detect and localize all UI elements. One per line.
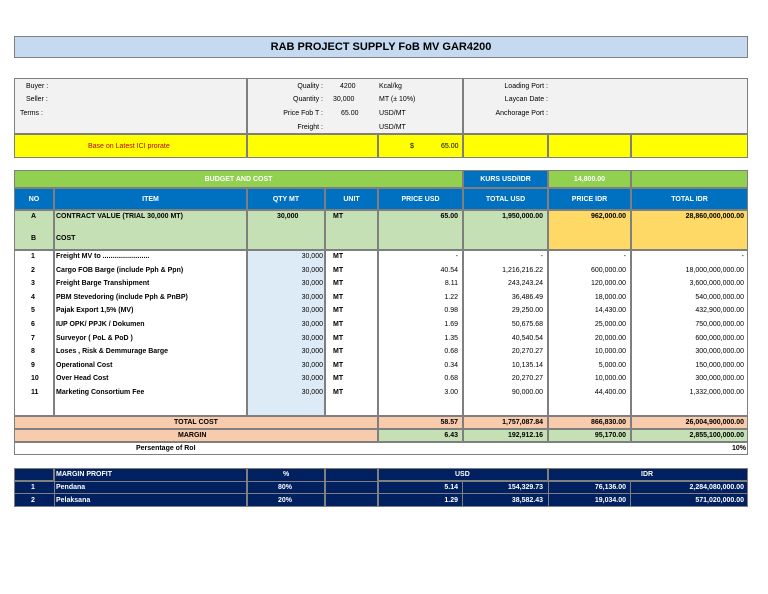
total-cost-price-idr: 866,830.00 bbox=[590, 419, 626, 426]
cost-row-no: 6 bbox=[31, 321, 35, 328]
roi-row bbox=[14, 442, 748, 455]
price-label: Price Fob T : bbox=[283, 110, 323, 117]
cost-row-price-usd: - bbox=[455, 253, 458, 260]
freight-label: Freight : bbox=[297, 124, 323, 131]
profit-row-idr-total: 571,020,000.00 bbox=[695, 497, 744, 504]
profit-row-usd-price: 5.14 bbox=[444, 484, 458, 491]
cost-row-no: 5 bbox=[31, 307, 35, 314]
profit-row-name: Pendana bbox=[56, 484, 86, 491]
kurs-label: KURS USD/IDR bbox=[463, 170, 548, 188]
col-header-price-idr: PRICE IDR bbox=[548, 188, 631, 210]
cost-row-total-usd: 10,135.14 bbox=[511, 362, 543, 369]
total-cost-label: TOTAL COST bbox=[174, 419, 218, 426]
cost-row-price-usd: 0.34 bbox=[444, 362, 458, 369]
cost-row-unit: MT bbox=[333, 348, 344, 355]
cost-row-price-idr: 120,000.00 bbox=[590, 280, 626, 287]
margin-total-usd: 192,912.16 bbox=[507, 432, 543, 439]
profit-col-no bbox=[14, 468, 54, 481]
page-title: RAB PROJECT SUPPLY FoB MV GAR4200 bbox=[14, 36, 748, 58]
margin-price-usd: 6.43 bbox=[444, 432, 458, 439]
cost-row-total-usd: 36,486.49 bbox=[511, 294, 543, 301]
cost-row-total-idr: 1,332,000,000.00 bbox=[689, 389, 744, 396]
col-header-no: NO bbox=[14, 188, 54, 210]
profit-row-usd-total: 38,582.43 bbox=[511, 497, 543, 504]
cost-row-total-usd: 1,216,216.22 bbox=[502, 267, 543, 274]
cost-row-qty: 30,000 bbox=[301, 348, 323, 355]
contract-no: A bbox=[31, 213, 37, 220]
profit-header-label: MARGIN PROFIT bbox=[56, 471, 112, 478]
cost-row-price-idr: 5,000.00 bbox=[598, 362, 626, 369]
cost-row-total-usd: 90,000.00 bbox=[511, 389, 543, 396]
cost-row-price-idr: 10,000.00 bbox=[594, 348, 626, 355]
cost-no: B bbox=[31, 235, 37, 242]
margin-price-idr: 95,170.00 bbox=[594, 432, 626, 439]
cost-row-item: Pajak Export 1,5% (MV) bbox=[56, 307, 134, 314]
cost-row-total-idr: 540,000,000.00 bbox=[695, 294, 744, 301]
cost-row-qty: 30,000 bbox=[301, 307, 323, 314]
total-cost-total-usd: 1,757,087.84 bbox=[502, 419, 543, 426]
cost-row-no: 2 bbox=[31, 267, 35, 274]
cost-row-price-usd: 0.98 bbox=[444, 307, 458, 314]
col-header-total-idr: TOTAL IDR bbox=[631, 188, 748, 210]
profit-row-pct: 80% bbox=[278, 484, 293, 491]
cost-row-total-usd: 40,540.54 bbox=[511, 335, 543, 342]
cost-row-price-usd: 0.68 bbox=[444, 375, 458, 382]
budget-header: BUDGET AND COST bbox=[14, 170, 463, 188]
cost-row-item: Loses , Risk & Demmurage Barge bbox=[56, 348, 169, 355]
freight-unit: USD/MT bbox=[379, 124, 406, 131]
cost-row-total-idr: 3,600,000,000.00 bbox=[689, 280, 744, 287]
cost-row-total-idr: 750,000,000.00 bbox=[695, 321, 744, 328]
profit-row-no: 2 bbox=[31, 497, 35, 504]
cost-row-total-idr: 300,000,000.00 bbox=[695, 375, 744, 382]
cost-row-total-usd: 50,675.68 bbox=[511, 321, 543, 328]
profit-row-no: 1 bbox=[31, 484, 35, 491]
cost-row-price-usd: 0.68 bbox=[444, 348, 458, 355]
cost-row-unit: MT bbox=[333, 335, 344, 342]
contract-total-usd: 1,950,000.00 bbox=[502, 213, 543, 220]
profit-row-name: Pelaksana bbox=[56, 497, 91, 504]
contract-unit: MT bbox=[333, 213, 344, 220]
roi-value: 10% bbox=[731, 445, 746, 452]
profit-row-usd-price: 1.29 bbox=[444, 497, 458, 504]
cost-row-no: 11 bbox=[31, 389, 39, 396]
cost-row-no: 10 bbox=[31, 375, 39, 382]
cost-row-price-idr: 600,000.00 bbox=[590, 267, 626, 274]
profit-header-pct: % bbox=[283, 471, 290, 478]
ici-currency: $ bbox=[410, 143, 414, 150]
contract-price-usd: 65.00 bbox=[440, 213, 458, 220]
col-header-price-usd: PRICE USD bbox=[378, 188, 463, 210]
cost-row-total-usd: 243,243.24 bbox=[507, 280, 543, 287]
cost-row-qty: 30,000 bbox=[301, 362, 323, 369]
cost-row-unit: MT bbox=[333, 321, 344, 328]
anchorage-label: Anchorage Port : bbox=[495, 110, 548, 117]
cost-row-item: Freight MV to ........................ bbox=[56, 253, 150, 260]
cost-row-item: Freight Barge Transhipment bbox=[56, 280, 150, 287]
cost-row-total-idr: 18,000,000,000.00 bbox=[685, 267, 744, 274]
cost-row-price-idr: 18,000.00 bbox=[594, 294, 626, 301]
cost-row-item: Surveyor ( PoL & PoD ) bbox=[56, 335, 133, 342]
cost-row-qty: 30,000 bbox=[301, 294, 323, 301]
cost-row-item: IUP OPK/ PPJK / Dokumen bbox=[56, 321, 145, 328]
contract-price-idr: 962,000.00 bbox=[590, 213, 626, 220]
cost-row-no: 1 bbox=[31, 253, 35, 260]
quality-value: 4200 bbox=[340, 83, 356, 90]
cost-row-price-idr: 20,000.00 bbox=[594, 335, 626, 342]
profit-header-usd: USD bbox=[455, 471, 470, 478]
cost-row-qty: 30,000 bbox=[301, 375, 323, 382]
cost-row-price-idr: - bbox=[623, 253, 626, 260]
cost-row-qty: 30,000 bbox=[301, 335, 323, 342]
ici-extra-cell-2 bbox=[548, 134, 631, 158]
cost-row-item: Over Head Cost bbox=[56, 375, 109, 382]
quantity-label: Quantity : bbox=[293, 96, 323, 103]
kurs-value: 14,800.00 bbox=[548, 170, 631, 188]
contract-total-idr: 28,860,000,000.00 bbox=[685, 213, 744, 220]
seller-label: Seller : bbox=[26, 96, 48, 103]
cost-row-item: PBM Stevedoring (include Pph & PnBP) bbox=[56, 294, 188, 301]
cost-row-total-idr: - bbox=[741, 253, 744, 260]
col-header-total-usd: TOTAL USD bbox=[463, 188, 548, 210]
cost-row-price-usd: 3.00 bbox=[444, 389, 458, 396]
cost-row-unit: MT bbox=[333, 389, 344, 396]
cost-row-qty: 30,000 bbox=[301, 253, 323, 260]
cost-row-no: 4 bbox=[31, 294, 35, 301]
cost-row-price-idr: 14,430.00 bbox=[594, 307, 626, 314]
cost-row-price-usd: 1.69 bbox=[444, 321, 458, 328]
roi-label: Persentage of RoI bbox=[136, 445, 196, 452]
buyer-label: Buyer : bbox=[26, 83, 49, 90]
cost-row-unit: MT bbox=[333, 294, 344, 301]
total-cost-price-usd: 58.57 bbox=[440, 419, 458, 426]
cost-row-unit: MT bbox=[333, 375, 344, 382]
col-header-unit: UNIT bbox=[325, 188, 378, 210]
col-header-qty: QTY MT bbox=[247, 188, 325, 210]
cost-row-qty: 30,000 bbox=[301, 280, 323, 287]
cost-row-item: Cargo FOB Barge (include Pph & Ppn) bbox=[56, 267, 184, 274]
cost-row-qty: 30,000 bbox=[301, 389, 323, 396]
cost-row-unit: MT bbox=[333, 267, 344, 274]
cost-row-unit: MT bbox=[333, 253, 344, 260]
profit-row-idr-total: 2,284,080,000.00 bbox=[689, 484, 744, 491]
cost-row-no: 7 bbox=[31, 335, 35, 342]
ici-blank-cell bbox=[247, 134, 378, 158]
cost-row-unit: MT bbox=[333, 280, 344, 287]
ici-note: Base on Latest ICI prorate bbox=[88, 143, 170, 150]
ici-extra-cell-3 bbox=[631, 134, 748, 158]
quantity-unit: MT (± 10%) bbox=[379, 96, 416, 103]
cost-row-total-usd: 29,250.00 bbox=[511, 307, 543, 314]
cost-title: COST bbox=[56, 235, 76, 242]
cost-row-unit: MT bbox=[333, 362, 344, 369]
profit-row-idr-price: 76,136.00 bbox=[594, 484, 626, 491]
loading-port-label: Loading Port : bbox=[504, 83, 548, 90]
profit-row-idr-price: 19,034.00 bbox=[594, 497, 626, 504]
contract-item: CONTRACT VALUE (TRIAL 30,000 MT) bbox=[56, 213, 183, 220]
margin-total-idr: 2,855,100,000.00 bbox=[689, 432, 744, 439]
cost-row-total-usd: 20,270.27 bbox=[511, 375, 543, 382]
contract-qty: 30,000 bbox=[277, 213, 299, 220]
cost-row-unit: MT bbox=[333, 307, 344, 314]
cost-row-price-usd: 8.11 bbox=[444, 280, 458, 287]
price-unit: USD/MT bbox=[379, 110, 406, 117]
profit-row-pct: 20% bbox=[278, 497, 293, 504]
cost-row-no: 9 bbox=[31, 362, 35, 369]
cost-row-no: 8 bbox=[31, 348, 35, 355]
cost-row-total-usd: 20,270.27 bbox=[511, 348, 543, 355]
ici-value: 65.00 bbox=[441, 143, 459, 150]
cost-row-price-idr: 44,400.00 bbox=[594, 389, 626, 396]
cost-row-total-usd: - bbox=[540, 253, 543, 260]
quality-unit: Kcal/kg bbox=[379, 83, 402, 90]
cost-row-total-idr: 600,000,000.00 bbox=[695, 335, 744, 342]
cost-row-item: Marketing Consortium Fee bbox=[56, 389, 145, 396]
profit-row-usd-total: 154,329.73 bbox=[507, 484, 543, 491]
cost-row-total-idr: 300,000,000.00 bbox=[695, 348, 744, 355]
price-value: 65.00 bbox=[341, 110, 359, 117]
cost-row-price-usd: 1.22 bbox=[444, 294, 458, 301]
quantity-value: 30,000 bbox=[333, 96, 355, 103]
terms-label: Terms : bbox=[20, 110, 43, 117]
cost-row-price-usd: 1.35 bbox=[444, 335, 458, 342]
cost-row-price-idr: 25,000.00 bbox=[594, 321, 626, 328]
cost-row-total-idr: 432,900,000.00 bbox=[695, 307, 744, 314]
cost-row-price-idr: 10,000.00 bbox=[594, 375, 626, 382]
cost-row-item: Operational Cost bbox=[56, 362, 113, 369]
cost-row-total-idr: 150,000,000.00 bbox=[695, 362, 744, 369]
total-cost-total-idr: 26,004,900,000.00 bbox=[685, 419, 744, 426]
margin-label: MARGIN bbox=[178, 432, 207, 439]
info-left bbox=[14, 78, 247, 134]
quality-label: Quality : bbox=[297, 83, 323, 90]
col-header-item: ITEM bbox=[54, 188, 247, 210]
cost-row-price-usd: 40.54 bbox=[440, 267, 458, 274]
ici-extra-cell-1 bbox=[463, 134, 548, 158]
cost-row-qty: 30,000 bbox=[301, 321, 323, 328]
kurs-blank bbox=[631, 170, 748, 188]
profit-header-idr: IDR bbox=[641, 471, 654, 478]
cost-row-no: 3 bbox=[31, 280, 35, 287]
cost-row-qty: 30,000 bbox=[301, 267, 323, 274]
laycan-label: Laycan Date : bbox=[504, 96, 548, 103]
